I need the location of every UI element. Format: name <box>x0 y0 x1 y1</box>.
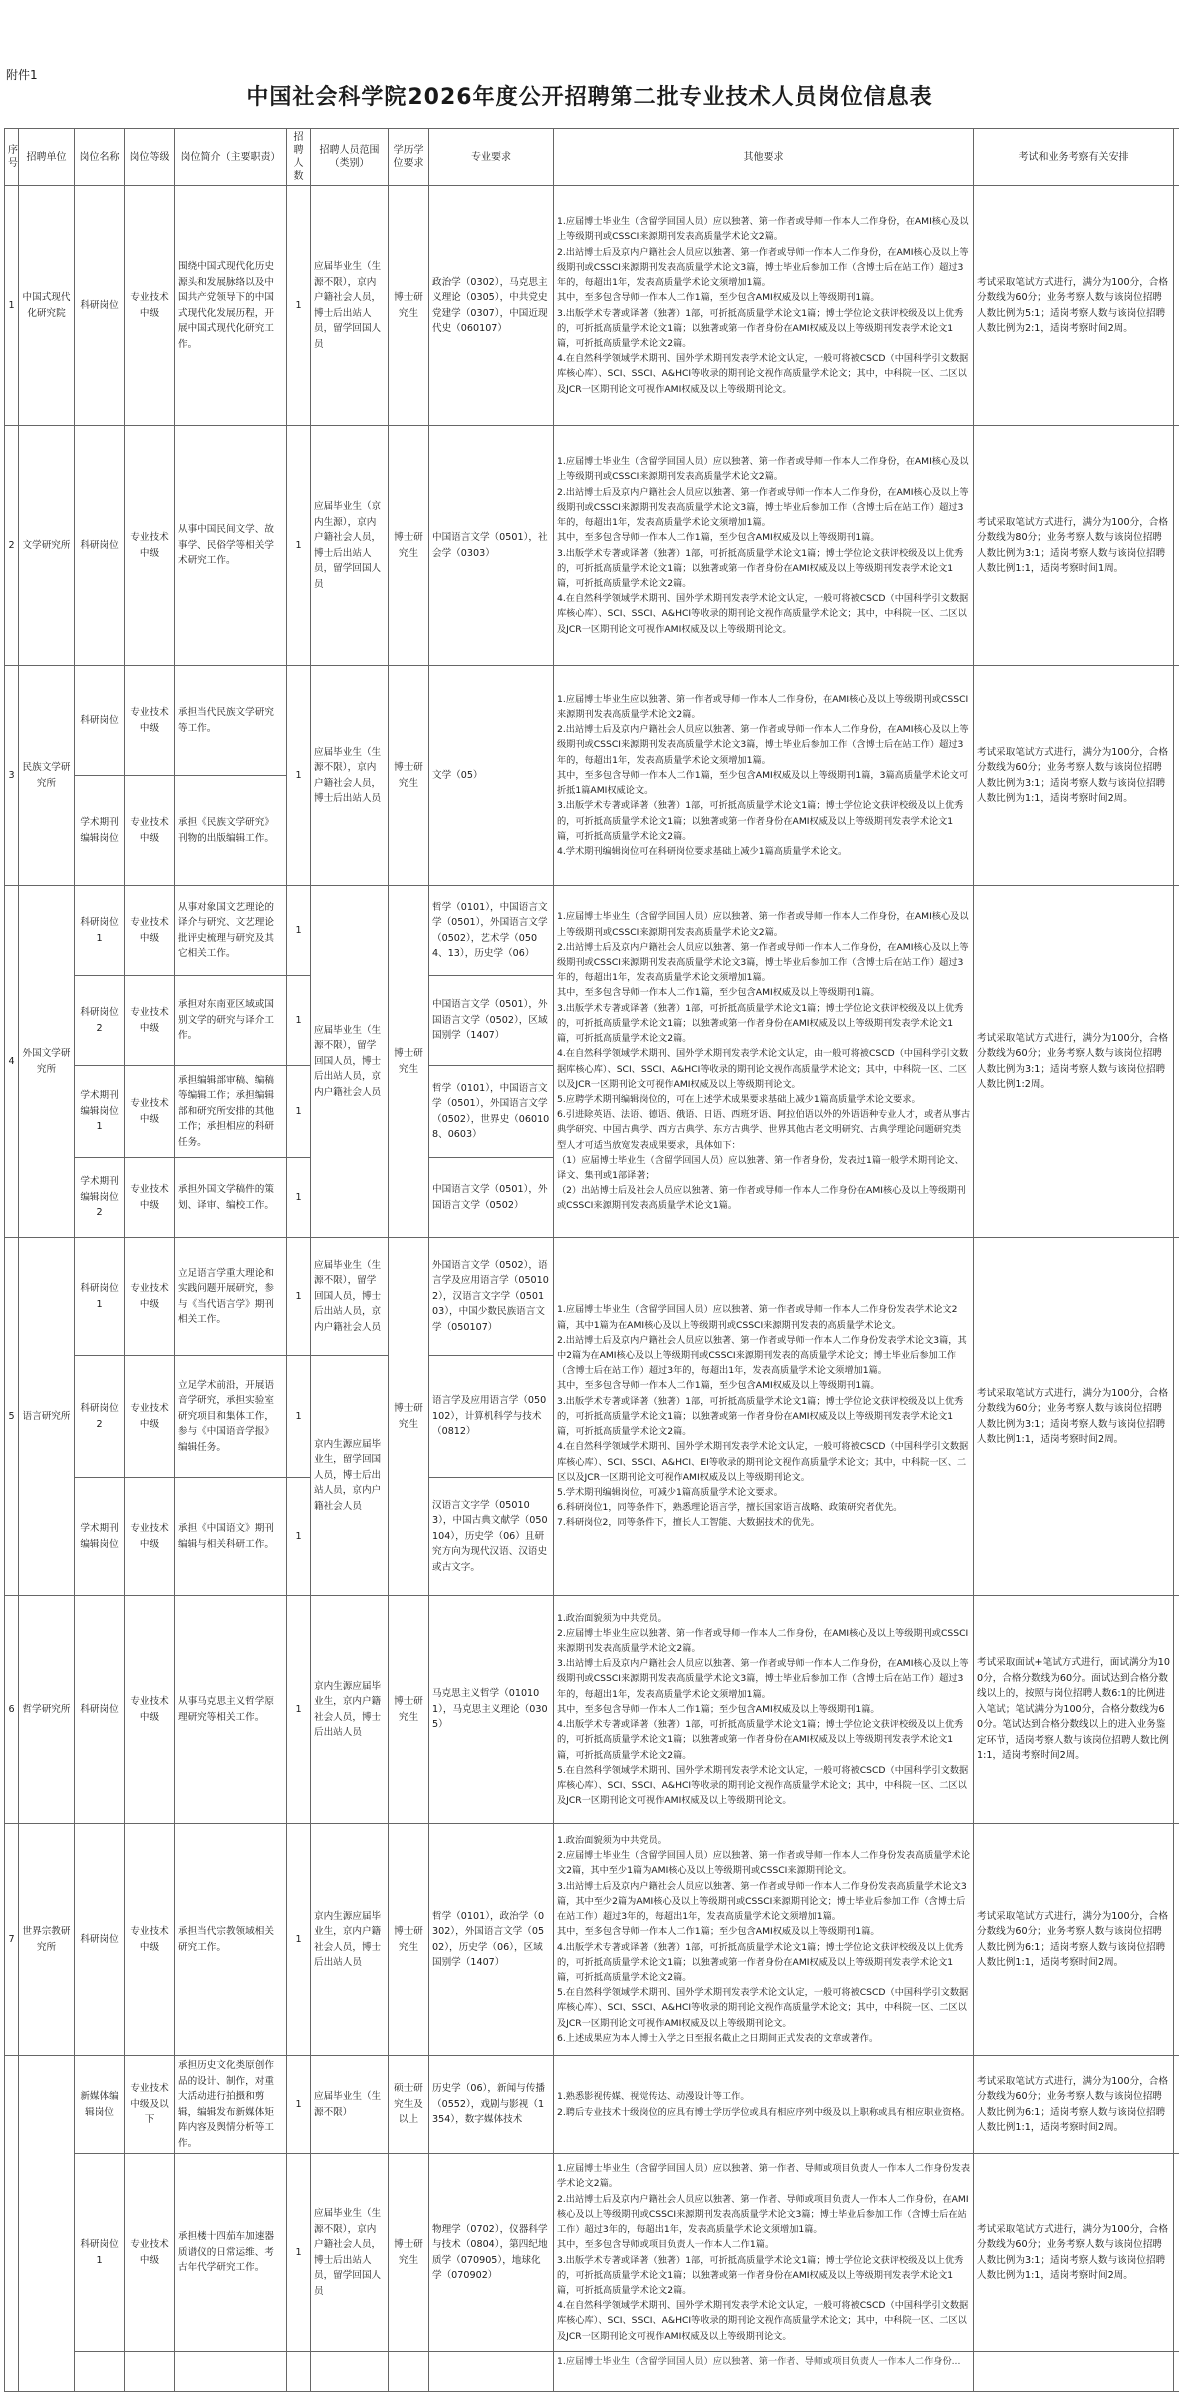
header-scope: 招聘人员范围（类别） <box>311 129 389 186</box>
unit-cell <box>19 2056 75 2392</box>
exam-cell: 考试采取笔试方式进行，满分为100分，合格分数线为60分；业务考察人数与该岗位招聘人数比例为5:1；适岗考察人数与该岗位招聘人数比例为2:1，适岗考察时间2周。 <box>974 186 1174 426</box>
unit-cell: 文学研究所 <box>19 426 75 666</box>
major-cell: 中国语言文学（0501），外国语言文学（0502） <box>429 1158 554 1238</box>
post-cell: 新媒体编辑岗位 <box>75 2056 125 2154</box>
num-cell: 1 <box>287 2154 311 2352</box>
degree-cell: 博士研究生 <box>389 426 429 666</box>
post-cell: 科研岗位 <box>75 1596 125 1824</box>
extra-cell <box>1174 2352 1179 2392</box>
table-row <box>5 2352 1179 2392</box>
intro-cell: 从事马克思主义哲学原理研究等相关工作。 <box>175 1596 287 1824</box>
level-cell: 专业技术中级 <box>125 1356 175 1478</box>
major-cell: 文学（05） <box>429 666 554 886</box>
post-cell: 学术期刊编辑岗位 <box>75 1478 125 1596</box>
intro-cell: 从事中国民间文学、故事学、民俗学等相关学术研究工作。 <box>175 426 287 666</box>
num-cell: 1 <box>287 1158 311 1238</box>
unit-cell: 哲学研究所 <box>19 1596 75 1824</box>
seq-cell: 6 <box>5 1596 19 1824</box>
page-title: 中国社会科学院2026年度公开招聘第二批专业技术人员岗位信息表 <box>246 85 933 110</box>
major-cell: 中国语言文学（0501），社会学（0303） <box>429 426 554 666</box>
extra-cell <box>1174 886 1179 1238</box>
other-cell: 1.应届博士毕业生（含留学回国人员）应以独著、第一作者、导师或项目负责人一作本人二作身份发表学术论文2篇。 2.出站博士后及京内户籍社会人员应以独著、第一作者、导师或项目负责人一作本人二作身份，在AMI核心及以上等级期刊或CSSCI来源期刊发表高质量学术论文3篇；博士毕业后参加工作（含博士后在站工作）超过3年的，每超出1年，发表高质量学术论文须增加1篇。 其中，至多包含导师或项目负责人一作本人二作1篇。 3.出版学术专著或译著（独著）1部，可折抵高质量学术论文1篇；博士学位论文获评校级及以上优秀的，可折抵高质量学术论文1篇；以独著或第一作者身份在AMI权威及以上等级期刊发表学术论文1篇，可折抵高质量学术论文2篇。 4.在自然科学领域学术期刊、国外学术期刊发表学术论文认定，一般可将被CSCD（中国科学引文数据库核心库）、SCI、SSCI、A&HCI等收录的期刊论文视作高质量学术论文；其中，中科院一区、二区以及JCR一区期刊论文可视作AMI权威及以上等级期刊论文。 <box>554 2154 974 2352</box>
exam-cell: 考试采取笔试方式进行，满分为100分，合格分数线为60分；业务考察人数与该岗位招聘人数比例为3:1；适岗考察人数与该岗位招聘人数比例为1:1，适岗考察时间2周。 <box>974 2154 1174 2352</box>
table-row <box>5 886 1179 976</box>
extra-cell <box>1174 426 1179 666</box>
exam-cell: 考试采取笔试方式进行，满分为100分，合格分数线为60分；业务考察人数与该岗位招聘人数比例为3:1；适岗考察人数与该岗位招聘人数比例为1:1，适岗考察时间2周。 <box>974 666 1174 886</box>
major-cell: 汉语言文字学（050103），中国古典文献学（050104），历史学（06）且研究方向为现代汉语、汉语史或古文字。 <box>429 1478 554 1596</box>
table-row <box>5 426 1179 666</box>
other-cell: 1.应届博士毕业生（含留学回国人员）应以独著、第一作者、导师或项目负责人一作本人二作身份... <box>554 2352 974 2392</box>
intro-cell: 立足学术前沿，开展语音学研究，承担实验室研究项目和集体工作，参与《中国语音学报》编辑任务。 <box>175 1356 287 1478</box>
major-cell: 哲学（0101），政治学（0302），外国语言文学（0502），历史学（06），区域国别学（1407） <box>429 1824 554 2056</box>
intro-cell: 承担当代民族文学研究等工作。 <box>175 666 287 776</box>
level-cell: 专业技术中级 <box>125 886 175 976</box>
scope-cell: 应届毕业生（生源不限），留学回国人员，博士后出站人员，京内户籍社会人员 <box>311 886 389 1238</box>
other-cell: 1.应届博士毕业生（含留学回国人员）应以独著、第一作者或导师一作本人二作身份，在AMI核心及以上等级期刊或CSSCI来源期刊发表高质量学术论文2篇。 2.出站博士后及京内户籍社会人员应以独著、第一作者或导师一作本人二作身份，在AMI核心及以上等级期刊或CSSCI来源期刊发表高质量学术论文3篇，博士毕业后参加工作（含博士后在站工作）超过3年的，每超出1年，发表高质量学术论文须增加1篇。 其中，至多包含导师一作本人二作1篇，至少包含AMI权威及以上等级期刊1篇。 3.出版学术专著或译著（独著）1部，可折抵高质量学术论文1篇；博士学位论文获评校级及以上优秀的，可折抵高质量学术论文1篇；以独著或第一作者身份在AMI权威及以上等级期刊发表学术论文1篇，可折抵高质量学术论文2篇。 4.在自然科学领域学术期刊、国外学术期刊发表学术论文认定，一般可将被CSCD（中国科学引文数据库核心库）、SCI、SSCI、A&HCI等收录的期刊论文视作高质量学术论文；其中，中科院一区、二区以及JCR一区期刊论文可视作AMI权威及以上等级期刊论文。 <box>554 186 974 426</box>
level-cell: 专业技术中级及以下 <box>125 2056 175 2154</box>
header-degree: 学历学位要求 <box>389 129 429 186</box>
exam-cell: 考试采取笔试方式进行，满分为100分，合格分数线为80分；业务考察人数与该岗位招聘人数比例为3:1；适岗考察人数与该岗位招聘人数比例1:1，适岗考察时间1周。 <box>974 426 1174 666</box>
num-cell: 1 <box>287 976 311 1066</box>
post-cell: 学术期刊编辑岗位1 <box>75 1066 125 1158</box>
other-cell: 1.应届博士毕业生应以独著、第一作者或导师一作本人二作身份，在AMI核心及以上等级期刊或CSSCI来源期刊发表高质量学术论文2篇。 2.出站博士后及京内户籍社会人员应以独著、第一作者或导师一作本人二作身份，在AMI核心及以上等级期刊或CSSCI来源期刊发表高质量学术论文3篇，博士毕业后参加工作（含博士后在站工作）超过3年的，每超出1年，发表高质量学术论文须增加1篇。 其中，至多包含导师一作本人二作1篇，至少包含AMI权威及以上等级期刊1篇，3篇高质量学术论文可折抵1篇AMI权威论文。 3.出版学术专著或译著（独著）1部，可折抵高质量学术论文1篇；博士学位论文获评校级及以上优秀的，可折抵高质量学术论文1篇；以独著或第一作者身份在AMI权威及以上等级期刊发表学术论文1篇，可折抵高质量学术论文2篇。 4.学术期刊编辑岗位可在科研岗位要求基础上减少1篇高质量学术论文。 <box>554 666 974 886</box>
scope-cell: 应届毕业生（京内生源），京内户籍社会人员，博士后出站人员，留学回国人员 <box>311 426 389 666</box>
exam-cell <box>974 2352 1174 2392</box>
intro-cell: 承担《中国语文》期刊编辑与相关科研工作。 <box>175 1478 287 1596</box>
header-major: 专业要求 <box>429 129 554 186</box>
other-cell: 1.熟悉影视传媒、视觉传达、动漫设计等工作。 2.聘后专业技术十级岗位的应具有博士学历学位或具有相应序列中级及以上职称或具有相应职业资格。 <box>554 2056 974 2154</box>
header-other: 其他要求 <box>554 129 974 186</box>
num-cell: 1 <box>287 186 311 426</box>
intro-cell: 从事对象国文艺理论的译介与研究、文艺理论批评史梳理与研究及其它相关工作。 <box>175 886 287 976</box>
header-exam: 考试和业务考察有关安排 <box>974 129 1174 186</box>
extra-cell <box>1174 666 1179 886</box>
extra-cell <box>1174 186 1179 426</box>
major-cell: 语言学及应用语言学（050102），计算机科学与技术（0812） <box>429 1356 554 1478</box>
scope-cell: 应届毕业生（生源不限），京内户籍社会人员，博士后出站人员，留学回国人员 <box>311 186 389 426</box>
unit-cell: 民族文学研究所 <box>19 666 75 886</box>
major-cell <box>429 2352 554 2392</box>
exam-cell: 考试采取面试+笔试方式进行，面试满分为100分，合格分数线为60分。面试达到合格分数线以上的，按照与岗位招聘人数6:1的比例进入笔试；笔试满分为100分，合格分数线为60分。笔试达到合格分数线以上的进入业务鉴定环节，适岗考察人数与该岗位招聘人数比例1:1，适岗考察时间2周。 <box>974 1596 1174 1824</box>
extra-cell <box>1174 2154 1179 2352</box>
table-row <box>5 1596 1179 1824</box>
level-cell: 专业技术中级 <box>125 666 175 776</box>
seq-cell: 1 <box>5 186 19 426</box>
seq-cell: 3 <box>5 666 19 886</box>
num-cell: 1 <box>287 666 311 886</box>
intro-cell: 承担编辑部审稿、编稿等编辑工作；承担编辑部和研究所安排的其他工作；承担相应的科研任务。 <box>175 1066 287 1158</box>
intro-cell: 承担外国文学稿件的策划、译审、编校工作。 <box>175 1158 287 1238</box>
header-intro: 岗位简介（主要职责） <box>175 129 287 186</box>
num-cell: 1 <box>287 1066 311 1158</box>
extra-cell <box>1174 1238 1179 1596</box>
intro-cell: 围绕中国式现代化历史源头和发展脉络以及中国共产党领导下的中国式现代化发展历程，开展中国式现代化研究工作。 <box>175 186 287 426</box>
exam-cell: 考试采取笔试方式进行，满分为100分，合格分数线为60分；业务考察人数与该岗位招聘人数比例为3:1；适岗考察人数与该岗位招聘人数比例1:1，适岗考察时间2周。 <box>974 1238 1174 1596</box>
table-row <box>5 1824 1179 2056</box>
level-cell: 专业技术中级 <box>125 2154 175 2352</box>
level-cell: 专业技术中级 <box>125 1066 175 1158</box>
seq-cell: 5 <box>5 1238 19 1596</box>
num-cell: 1 <box>287 1356 311 1478</box>
num-cell: 1 <box>287 426 311 666</box>
level-cell <box>125 2352 175 2392</box>
num-cell: 1 <box>287 1596 311 1824</box>
exam-cell: 考试采取笔试方式进行，满分为100分，合格分数线为60分；业务考察人数与该岗位招聘人数比例为6:1；适岗考察人数与该岗位招聘人数比例1:1，适岗考察时间2周。 <box>974 1824 1174 2056</box>
post-cell: 学术期刊编辑岗位2 <box>75 1158 125 1238</box>
extra-cell <box>1174 1596 1179 1824</box>
intro-cell: 承担历史文化类原创作品的设计、制作，对重大活动进行拍摄和剪辑，编辑发布新媒体矩阵内容及舆情分析等工作。 <box>175 2056 287 2154</box>
num-cell: 1 <box>287 1238 311 1356</box>
level-cell: 专业技术中级 <box>125 1596 175 1824</box>
other-cell: 1.应届博士毕业生（含留学回国人员）应以独著、第一作者或导师一作本人二作身份，在AMI核心及以上等级期刊或CSSCI来源期刊发表高质量学术论文2篇。 2.出站博士后及京内户籍社会人员应以独著、第一作者或导师一作本人二作身份，在AMI核心及以上等级期刊或CSSCI来源期刊发表高质量学术论文3篇，博士毕业后参加工作（含博士后在站工作）超过3年的，每超出1年，发表高质量学术论文须增加1篇。 其中，至多包含导师一作本人二作1篇，至少包含AMI权威及以上等级期刊1篇。 3.出版学术专著或译著（独著）1部，可折抵高质量学术论文1篇；博士学位论文获评校级及以上优秀的，可折抵高质量学术论文1篇；以独著或第一作者身份在AMI权威及以上等级期刊发表学术论文1篇，可折抵高质量学术论文2篇。 4.在自然科学领域学术期刊、国外学术期刊发表学术论文认定，一般可将被CSCD（中国科学引文数据库核心库）、SCI、SSCI、A&HCI等收录的期刊论文视作高质量学术论文；其中，中科院一区、二区以及JCR一区期刊论文可视作AMI权威及以上等级期刊论文。 <box>554 426 974 666</box>
level-cell: 专业技术中级 <box>125 1478 175 1596</box>
degree-cell: 博士研究生 <box>389 886 429 1238</box>
unit-cell: 外国文学研究所 <box>19 886 75 1238</box>
post-cell: 科研岗位 <box>75 1824 125 2056</box>
scope-cell: 应届毕业生（生源不限），留学回国人员，博士后出站人员，京内户籍社会人员 <box>311 1238 389 1356</box>
table-row <box>5 2154 1179 2352</box>
scope-cell: 京内生源应届毕业生，京内户籍社会人员，博士后出站人员 <box>311 1824 389 2056</box>
seq-cell: 4 <box>5 886 19 1238</box>
other-cell: 1.应届博士毕业生（含留学回国人员）应以独著、第一作者或导师一作本人二作身份，在AMI核心及以上等级期刊或CSSCI来源期刊发表高质量学术论文2篇。 2.出站博士后及京内户籍社会人员应以独著、第一作者或导师一作本人二作身份，在AMI核心及以上等级期刊或CSSCI来源期刊发表高质量学术论文3篇，博士毕业后参加工作（含博士后在站工作）超过3年的，每超出1年，发表高质量学术论文须增加1篇。 其中，至多包含导师一作本人二作1篇，至少包含AMI权威及以上等级期刊1篇。 3.出版学术专著或译著（独著）1部，可折抵高质量学术论文1篇；博士学位论文获评校级及以上优秀的，可折抵高质量学术论文1篇；以独著或第一作者身份在AMI权威及以上等级期刊发表学术论文1篇，可折抵高质量学术论文2篇。 4.在自然科学领域学术期刊、国外学术期刊发表学术论文认定，由一般可将被CSCD（中国科学引文数据库核心库）、SCI、SSCI、A&HCI等收录的期刊论文视作高质量学术论文；其中，中科院一区、二区以及JCR一区期刊论文可视作AMI权威及以上等级期刊论文。 5.应聘学术期刊编辑岗位的，可在上述学术成果要求基础上减少1篇高质量学术论文要求。 6.引进除英语、法语、德语、俄语、日语、西班牙语、阿拉伯语以外的外语语种专业人才，或者从事古典学研究、中国古典学、西方古典学、东方古典学、世界其他古老文明研究、古典学理论问题研究类型人才可适当放宽发表成果要求，具体如下： （1）应届博士毕业生（含留学回国人员）应以独著、第一作者身份，发表过1篇一般学术期刊论文、译文、集刊或1部译著； （2）出站博士后及社会人员应以独著、第一作者或导师一作本人二作身份在AMI核心及以上等级期刊或CSSCI来源期刊发表高质量学术论文1篇。 <box>554 886 974 1238</box>
table-row <box>5 1238 1179 1356</box>
post-cell: 科研岗位 <box>75 426 125 666</box>
major-cell: 哲学（0101），中国语言文学（0501），外国语言文学（0502），艺术学（0504、13），历史学（06） <box>429 886 554 976</box>
other-cell: 1.政治面貌须为中共党员。 2.应届博士毕业生应以独著、第一作者或导师一作本人二作身份，在AMI核心及以上等级期刊或CSSCI来源期刊发表高质量学术论文2篇。 3.出站博士后及京内户籍社会人员应以独著、第一作者或导师一作本人二作身份，在AMI核心及以上等级期刊或CSSCI来源期刊发表高质量学术论文3篇，博士毕业后参加工作（含博士后在站工作）超过3年的，每超出1年，发表高质量学术论文须增加1篇。 其中，至多包含导师一作本人二作1篇；至少包含AMI权威及以上等级期刊1篇。 4.出版学术专著或译著（独著）1部，可折抵高质量学术论文1篇；博士学位论文获评校级及以上优秀的，可折抵高质量学术论文1篇；以独著或第一作者身份在AMI权威及以上等级期刊发表学术论文1篇，可折抵高质量学术论文2篇。 5.在自然科学领域学术期刊、国外学术期刊发表学术论文认定，一般可将被CSCD（中国科学引文数据库核心库）、SCI、SSCI、A&HCI等收录的期刊论文视作高质量学术论文；其中，中科院一区、二区以及JCR一区期刊论文可视作AMI权威及以上等级期刊论文。 <box>554 1596 974 1824</box>
unit-cell: 语言研究所 <box>19 1238 75 1596</box>
scope-cell: 京内生源应届毕业生，京内户籍社会人员，博士后出站人员 <box>311 1596 389 1824</box>
level-cell: 专业技术中级 <box>125 976 175 1066</box>
major-cell: 哲学（0101），中国语言文学（0501），外国语言文学（0502），世界史（060108、0603） <box>429 1066 554 1158</box>
num-cell: 1 <box>287 1478 311 1596</box>
header-extra <box>1174 129 1179 186</box>
major-cell: 物理学（0702），仪器科学与技术（0804），第四纪地质学（070905），地球化学（070902） <box>429 2154 554 2352</box>
header-seq: 序号 <box>5 129 19 186</box>
other-cell: 1.应届博士毕业生（含留学回国人员）应以独著、第一作者或导师一作本人二作身份发表学术论文2篇，其中1篇为在AMI核心及以上等级期刊或CSSCI来源期刊发表的高质量学术论文。 2.出站博士后及京内户籍社会人员应以独著、第一作者或导师一作本人二作身份发表学术论文3篇，其中2篇为在AMI核心及以上等级期刊或CSSCI来源期刊发表的高质量学术论文；博士毕业后参加工作（含博士后在站工作）超过3年的，每超出1年，发表高质量学术论文须增加1篇。 其中，至多包含导师一作本人二作1篇，至少包含AMI权威及以上等级期刊1篇。 3.出版学术专著或译著（独著）1部，可折抵高质量学术论文1篇；博士学位论文获评校级及以上优秀的，可折抵高质量学术论文1篇；以独著或第一作者身份在AMI权威及以上等级期刊发表学术论文1篇，可折抵高质量学术论文2篇。 4.在自然科学领域学术期刊、国外学术期刊发表学术论文认定，一般可将被CSCD（中国科学引文数据库核心库）、SCI、SSCI、A&HCI、EI等收录的期刊论文视作高质量学术论文；其中，中科院一区、二区以及JCR一区期刊论文可视作AMI权威及以上等级期刊论文。 5.学术期刊编辑岗位，可减少1篇高质量学术论文要求。 6.科研岗位1，同等条件下，熟悉理论语言学，擅长国家语言战略、政策研究者优先。 7.科研岗位2，同等条件下，擅长人工智能、大数据技术的优先。 <box>554 1238 974 1596</box>
post-cell: 科研岗位1 <box>75 1238 125 1356</box>
attachment-label: 附件1 <box>6 68 38 82</box>
positions-table <box>4 128 1179 2392</box>
exam-cell: 考试采取笔试方式进行，满分为100分，合格分数线为60分；业务考察人数与该岗位招聘人数比例为3:1；适岗考察人数与该岗位招聘人数比例1:2周。 <box>974 886 1174 1238</box>
major-cell: 政治学（0302），马克思主义理论（0305），中共党史党建学（0307），中国近现代史（060107） <box>429 186 554 426</box>
major-cell: 中国语言文学（0501），外国语言文学（0502），区域国别学（1407） <box>429 976 554 1066</box>
level-cell: 专业技术中级 <box>125 776 175 886</box>
major-cell: 历史学（06），新闻与传播（0552），戏剧与影视（1354），数字媒体技术 <box>429 2056 554 2154</box>
seq-cell <box>5 2056 19 2392</box>
other-cell: 1.政治面貌须为中共党员。 2.应届博士毕业生（含留学回国人员）应以独著、第一作者或导师一作本人二作身份发表高质量学术论文2篇，其中至少1篇为AMI核心及以上等级期刊或CSSCI来源期刊论文。 3.出站博士后及京内户籍社会人员应以独著、第一作者或导师一作本人二作身份发表高质量学术论文3篇，其中至少2篇为AMI核心及以上等级期刊或CSSCI来源期刊论文；博士毕业后参加工作（含博士后在站工作）超过3年的，每超出1年，发表高质量学术论文须增加1篇。 其中，至多包含导师一作本人二作1篇；至少包含AMI权威及以上等级期刊1篇。 4.出版学术专著或译著（独著）1部，可折抵高质量学术论文1篇；博士学位论文获评校级及以上优秀的，可折抵高质量学术论文1篇；以独著或第一作者身份在AMI权威及以上等级期刊发表学术论文1篇，可折抵高质量学术论文2篇。 5.在自然科学领域学术期刊、国外学术期刊发表学术论文认定，一般可将被CSCD（中国科学引文数据库核心库）、SCI、SSCI、A&HCI等收录的期刊论文视作高质量学术论文；其中，中科院一区、二区以及JCR一区期刊论文可视作AMI权威及以上等级期刊论文。 6.上述成果应为本人博士入学之日至报名截止之日期间正式发表的文章或著作。 <box>554 1824 974 2056</box>
header-level: 岗位等级 <box>125 129 175 186</box>
num-cell: 1 <box>287 1824 311 2056</box>
extra-cell <box>1174 2056 1179 2154</box>
scope-cell: 应届毕业生（生源不限），京内户籍社会人员，博士后出站人员 <box>311 666 389 886</box>
intro-cell: 承担《民族文学研究》刊物的出版编辑工作。 <box>175 776 287 886</box>
post-cell: 科研岗位2 <box>75 976 125 1066</box>
exam-cell: 考试采取笔试方式进行，满分为100分，合格分数线为60分；业务考察人数与该岗位招聘人数比例为6:1；适岗考察人数与该岗位招聘人数比例1:1，适岗考察时间2周。 <box>974 2056 1174 2154</box>
post-cell: 科研岗位2 <box>75 1356 125 1478</box>
table-header-row <box>5 129 1179 186</box>
intro-cell: 承担对东南亚区域或国别文学的研究与译介工作。 <box>175 976 287 1066</box>
seq-cell: 2 <box>5 426 19 666</box>
header-post: 岗位名称 <box>75 129 125 186</box>
scope-cell: 应届毕业生（生源不限），京内户籍社会人员，博士后出站人员，留学回国人员 <box>311 2154 389 2352</box>
num-cell: 1 <box>287 886 311 976</box>
num-cell <box>287 2352 311 2392</box>
header-num: 招聘人数 <box>287 129 311 186</box>
unit-cell: 世界宗教研究所 <box>19 1824 75 2056</box>
degree-cell: 博士研究生 <box>389 666 429 886</box>
intro-cell: 承担楼十四茄车加速器质谱仪的日常运维、考古年代学研究工作。 <box>175 2154 287 2352</box>
table-row <box>5 2056 1179 2154</box>
post-cell: 科研岗位 <box>75 186 125 426</box>
level-cell: 专业技术中级 <box>125 1824 175 2056</box>
post-cell: 科研岗位 <box>75 666 125 776</box>
post-cell: 科研岗位1 <box>75 886 125 976</box>
major-cell: 外国语言文学（0502），语言学及应用语言学（050102），汉语言文字学（050103），中国少数民族语言文学（050107） <box>429 1238 554 1356</box>
degree-cell: 博士研究生 <box>389 186 429 426</box>
scope-cell: 京内生源应届毕业生，留学回国人员，博士后出站人员，京内户籍社会人员 <box>311 1356 389 1596</box>
intro-cell: 承担当代宗教领域相关研究工作。 <box>175 1824 287 2056</box>
unit-cell: 中国式现代化研究院 <box>19 186 75 426</box>
post-cell: 学术期刊编辑岗位 <box>75 776 125 886</box>
level-cell: 专业技术中级 <box>125 1238 175 1356</box>
post-cell: 科研岗位1 <box>75 2154 125 2352</box>
table-row <box>5 666 1179 776</box>
table-row <box>5 186 1179 426</box>
seq-cell: 7 <box>5 1824 19 2056</box>
extra-cell <box>1174 1824 1179 2056</box>
major-cell: 马克思主义哲学（010101），马克思主义理论（0305） <box>429 1596 554 1824</box>
post-cell <box>75 2352 125 2392</box>
degree-cell: 硕士研究生及以上 <box>389 2056 429 2154</box>
header-unit: 招聘单位 <box>19 129 75 186</box>
degree-cell: 博士研究生 <box>389 1596 429 1824</box>
degree-cell: 博士研究生 <box>389 1824 429 2056</box>
degree-cell: 博士研究生 <box>389 1238 429 1596</box>
level-cell: 专业技术中级 <box>125 426 175 666</box>
scope-cell: 应届毕业生（生源不限） <box>311 2056 389 2154</box>
degree-cell: 博士研究生 <box>389 2154 429 2352</box>
intro-cell: 立足语言学重大理论和实践问题开展研究，参与《当代语言学》期刊相关工作。 <box>175 1238 287 1356</box>
num-cell: 1 <box>287 2056 311 2154</box>
intro-cell <box>175 2352 287 2392</box>
scope-cell <box>311 2352 389 2392</box>
level-cell: 专业技术中级 <box>125 186 175 426</box>
degree-cell <box>389 2352 429 2392</box>
level-cell: 专业技术中级 <box>125 1158 175 1238</box>
